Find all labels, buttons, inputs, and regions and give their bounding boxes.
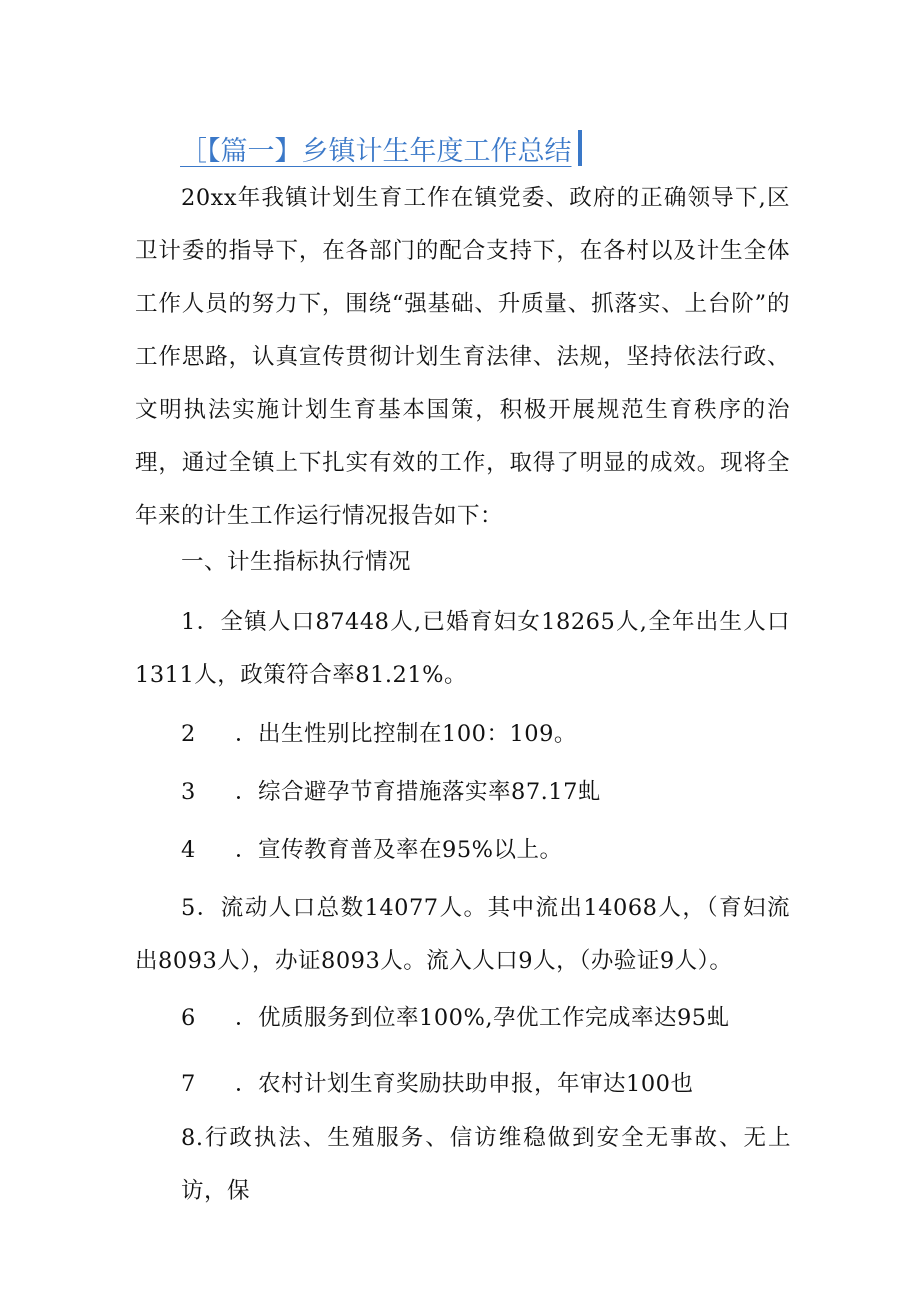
list-item-2 [181,716,577,748]
list-item-7 [181,1066,693,1098]
list-item-text: ．综合避孕节育措施落实率87.17虬 [235,779,601,805]
list-item-text: ．优质服务到位率100%,孕优工作完成率达95虬 [235,1005,730,1031]
document-title[interactable] [180,128,582,168]
list-item-6 [181,1000,730,1032]
list-item-text: ．出生性别比控制在100：109。 [235,721,577,747]
title-link-text[interactable]: ［【篇一】乡镇计生年度工作总结 [180,135,572,167]
list-item-4 [181,832,563,864]
list-item-8: 8.行政执法、生殖服务、信访维稳做到安全无事故、无上访，保 [181,1125,791,1204]
list-item-number: 3 [181,779,196,805]
list-item-number: 2 [181,721,196,747]
list-item-text: ．宣传教育普及率在95%以上。 [235,837,563,863]
text-cursor-bar [578,130,582,166]
intro-paragraph: 20xx年我镇计划生育工作在镇党委、政府的正确领导下,区卫计委的指导下，在各部门的配合支持下，在各村以及计生全体工作人员的努力下，围绕“强基础、升质量、抓落实、上台阶”的工作思路，认真宣传贯彻计划生育法律、法规，坚持依法行政、文明执法实施计划生育基本国策，积极开展规范生育秩序的治理，通过全镇上下扎实有效的工作，取得了明显的成效。现将全年来的计生工作运行情况报告如下： [135,185,790,529]
list-item-number: 7 [181,1071,196,1097]
section-heading-1: 一、计生指标执行情况 [181,549,412,575]
list-item-number: 6 [181,1005,196,1031]
list-item-5: 5．流动人口总数14077人。其中流出14068人，（育妇流出8093人），办证8093人。流入人口9人，（办验证9人）。 [135,895,790,974]
list-item-number: 4 [181,837,196,863]
list-item-3 [181,774,601,806]
list-item-1: 1．全镇人口87448人,已婚育妇女18265人,全年出生人口1311人，政策符合率81.21%。 [135,609,790,688]
list-item-text: ．农村计划生育奖励扶助申报，年审达100也 [235,1071,694,1097]
